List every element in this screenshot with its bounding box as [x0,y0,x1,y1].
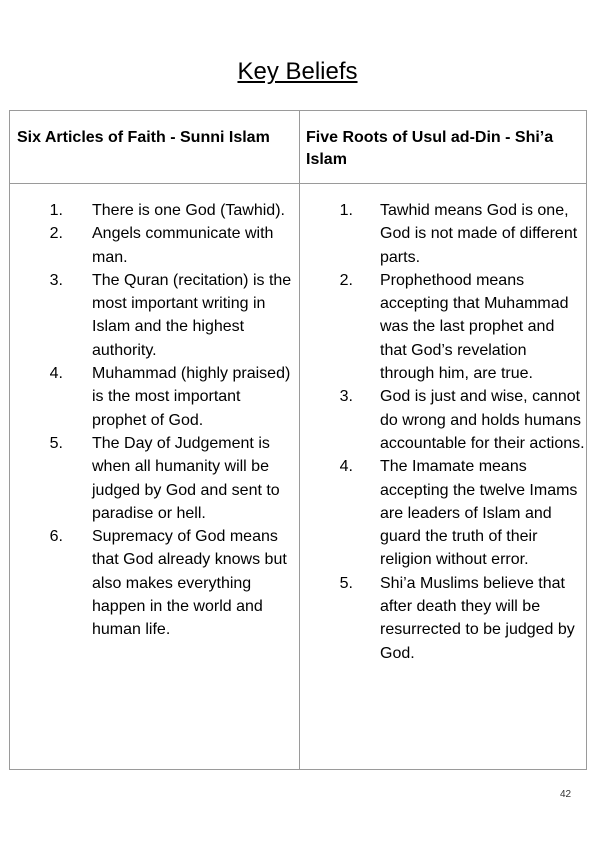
sunni-articles-list [10,199,299,642]
page-title: Key Beliefs [237,58,358,85]
item-number: 4. [339,458,353,476]
item-number: 3. [49,271,63,289]
item-number: 2. [49,225,63,243]
list-item [10,525,299,641]
item-text: Prophethood means accepting that Muhammad was the last prophet and that God’s revelation through him, are true. [380,271,569,383]
page-number: 42 [560,789,572,800]
item-text: The Quran (recitation) is the most important writing in Islam and the highest authority. [92,271,292,359]
item-text: The Imamate means accepting the twelve Imams are leaders of Islam and guard the truth of their religion without error. [380,458,578,569]
list-item [299,385,588,455]
item-text: Angels communicate with man. [92,225,274,266]
item-text: Muhammad (highly praised) is the most important prophet of God. [92,365,291,429]
item-text: Tawhid means God is one, God is not made of different parts. [380,202,578,266]
list-item [299,199,588,269]
item-number: 5. [339,574,353,592]
item-text: Shi’a Muslims believe that after death they will be resurrected to be judged by God. [380,574,575,662]
left-column-heading: Six Articles of Faith - Sunni Islam [17,129,270,146]
item-number: 6. [49,528,63,546]
item-number: 4. [49,365,63,383]
item-text: The Day of Judgement is when all humanity will be judged by God and sent to paradise or hell. [92,434,280,522]
item-number: 5. [49,434,63,452]
list-item [10,432,299,525]
list-item [299,269,588,385]
list-item [10,269,299,362]
item-number: 2. [339,271,353,289]
item-number: 3. [339,388,353,406]
beliefs-table [9,110,587,770]
shia-roots-list [299,199,588,665]
header-divider [10,183,586,184]
item-text: God is just and wise, cannot do wrong and holds humans accountable for their actions. [380,388,585,452]
item-number: 1. [49,202,63,219]
list-item [299,572,588,665]
list-item [10,362,299,432]
right-column-heading: Five Roots of Usul ad-Din - Shi’a Islam [306,129,554,168]
item-number: 1. [339,202,353,219]
list-item [10,199,299,222]
item-text: Supremacy of God means that God already knows but also makes everything happen in the world and human life. [92,528,287,639]
list-item [299,455,588,571]
item-text: There is one God (Tawhid). [92,202,285,219]
list-item [10,222,299,269]
